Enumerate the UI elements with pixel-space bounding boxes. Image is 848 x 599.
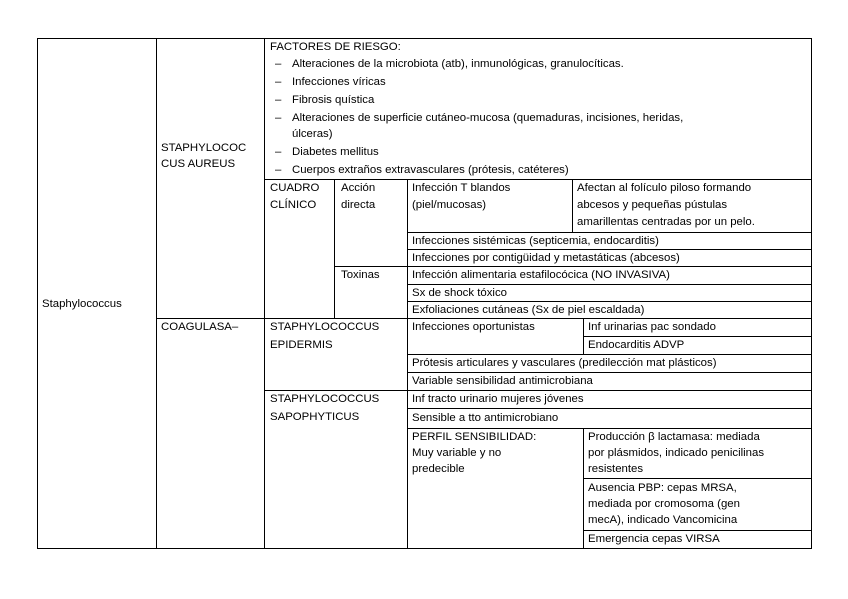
pbp-cell: Ausencia PBP: cepas MRSA, bbox=[588, 482, 737, 494]
table-border bbox=[407, 428, 812, 429]
table-border bbox=[407, 249, 812, 250]
table-border bbox=[37, 38, 812, 39]
risk-factor-item: Diabetes mellitus bbox=[292, 146, 379, 158]
table-border bbox=[334, 179, 335, 318]
table-border bbox=[407, 179, 408, 549]
table-border bbox=[583, 478, 812, 479]
table-border bbox=[407, 408, 812, 409]
tracto-urinario-cell: Inf tracto urinario mujeres jóvenes bbox=[412, 393, 584, 405]
risk-factor-item: Infecciones víricas bbox=[292, 76, 386, 88]
table-border bbox=[264, 390, 812, 391]
contiguidad-cell: Infecciones por contigüidad y metastáticas (abcesos) bbox=[412, 252, 680, 264]
accion-directa-label: directa bbox=[341, 199, 376, 211]
table-border bbox=[811, 38, 812, 549]
cuadro-clinico-label: CLÍNICO bbox=[270, 199, 317, 211]
table-border bbox=[407, 354, 812, 355]
betalactamasa-cell: por plásmidos, indicado penicilinas bbox=[588, 447, 765, 459]
table-border bbox=[572, 179, 573, 232]
table-border bbox=[583, 530, 812, 531]
table-border bbox=[407, 232, 812, 233]
epidermis-name: STAPHYLOCOCCUS bbox=[270, 321, 380, 333]
table-border bbox=[334, 266, 812, 267]
tejidos-blandos-cell: (piel/mucosas) bbox=[412, 199, 487, 211]
saprophyticus-name: STAPHYLOCOCCUS bbox=[270, 393, 380, 405]
table-border bbox=[583, 336, 812, 337]
sistemicas-cell: Infecciones sistémicas (septicemia, endocarditis) bbox=[412, 235, 659, 247]
risk-factor-dash: – bbox=[275, 76, 282, 88]
risk-factor-dash: – bbox=[275, 94, 282, 106]
table-border bbox=[264, 179, 812, 180]
risk-factor-item: úlceras) bbox=[292, 128, 333, 140]
inf-urinarias-cell: Inf urinarias pac sondado bbox=[588, 321, 716, 333]
risk-factor-dash: – bbox=[275, 112, 282, 124]
table-border bbox=[37, 38, 38, 549]
table-border bbox=[156, 38, 157, 549]
saprophyticus-name: SAPOPHYTICUS bbox=[270, 411, 360, 423]
betalactamasa-cell: resistentes bbox=[588, 463, 644, 475]
endocarditis-cell: Endocarditis ADVP bbox=[588, 339, 685, 351]
toxinas-label: Toxinas bbox=[341, 269, 380, 281]
genus-label: Staphylococcus bbox=[42, 298, 122, 310]
accion-directa-label: Acción bbox=[341, 182, 376, 194]
risk-factor-dash: – bbox=[275, 58, 282, 70]
shock-toxico-cell: Sx de shock tóxico bbox=[412, 287, 507, 299]
variable-cell: Variable sensibilidad antimicrobiana bbox=[412, 375, 593, 387]
table-border bbox=[407, 301, 812, 302]
perfil-sensibilidad-cell: PERFIL SENSIBILIDAD: bbox=[412, 431, 537, 443]
risk-factor-item: Cuerpos extraños extravasculares (prótesis, catéteres) bbox=[292, 164, 569, 176]
pbp-cell: mediada por cromosoma (gen bbox=[588, 498, 740, 510]
risk-factor-dash: – bbox=[275, 146, 282, 158]
risk-factor-item: Alteraciones de superficie cutáneo-mucosa (quemaduras, incisiones, heridas, bbox=[292, 112, 684, 124]
table-border bbox=[156, 318, 812, 319]
pbp-cell: mecA), indicado Vancomicina bbox=[588, 514, 738, 526]
tejidos-blandos-desc: amarillentas centradas por un pelo. bbox=[577, 216, 755, 228]
epidermis-name: EPIDERMIS bbox=[270, 339, 333, 351]
cuadro-clinico-label: CUADRO bbox=[270, 182, 320, 194]
exfoliaciones-cell: Exfoliaciones cutáneas (Sx de piel escaldada) bbox=[412, 304, 645, 316]
protesis-cell: Prótesis articulares y vasculares (predilección mat plásticos) bbox=[412, 357, 717, 369]
risk-factor-dash: – bbox=[275, 164, 282, 176]
tejidos-blandos-cell: Infección T blandos bbox=[412, 182, 511, 194]
tejidos-blandos-desc: abcesos y pequeñas pústulas bbox=[577, 199, 728, 211]
coagulasa-label: COAGULASA– bbox=[161, 321, 239, 333]
risk-factor-item: Alteraciones de la microbiota (atb), inmunológicas, granulocíticas. bbox=[292, 58, 624, 70]
perfil-sensibilidad-cell: predecible bbox=[412, 463, 465, 475]
table-border bbox=[407, 372, 812, 373]
risk-factors-title: FACTORES DE RIESGO: bbox=[270, 41, 401, 53]
betalactamasa-cell: Producción β lactamasa: mediada bbox=[588, 431, 760, 443]
perfil-sensibilidad-cell: Muy variable y no bbox=[412, 447, 502, 459]
table-border bbox=[37, 548, 812, 549]
aureus-name: CUS AUREUS bbox=[161, 158, 236, 170]
alimentaria-cell: Infección alimentaria estafilocócica (NO INVASIVA) bbox=[412, 269, 670, 281]
aureus-name: STAPHYLOCOC bbox=[161, 142, 247, 154]
oportunistas-cell: Infecciones oportunistas bbox=[412, 321, 535, 333]
tejidos-blandos-desc: Afectan al folículo piloso formando bbox=[577, 182, 752, 194]
sensible-cell: Sensible a tto antimicrobiano bbox=[412, 412, 559, 424]
virsa-cell: Emergencia cepas VIRSA bbox=[588, 533, 720, 545]
table-border bbox=[407, 284, 812, 285]
risk-factor-item: Fibrosis quística bbox=[292, 94, 375, 106]
table-border bbox=[264, 38, 265, 549]
